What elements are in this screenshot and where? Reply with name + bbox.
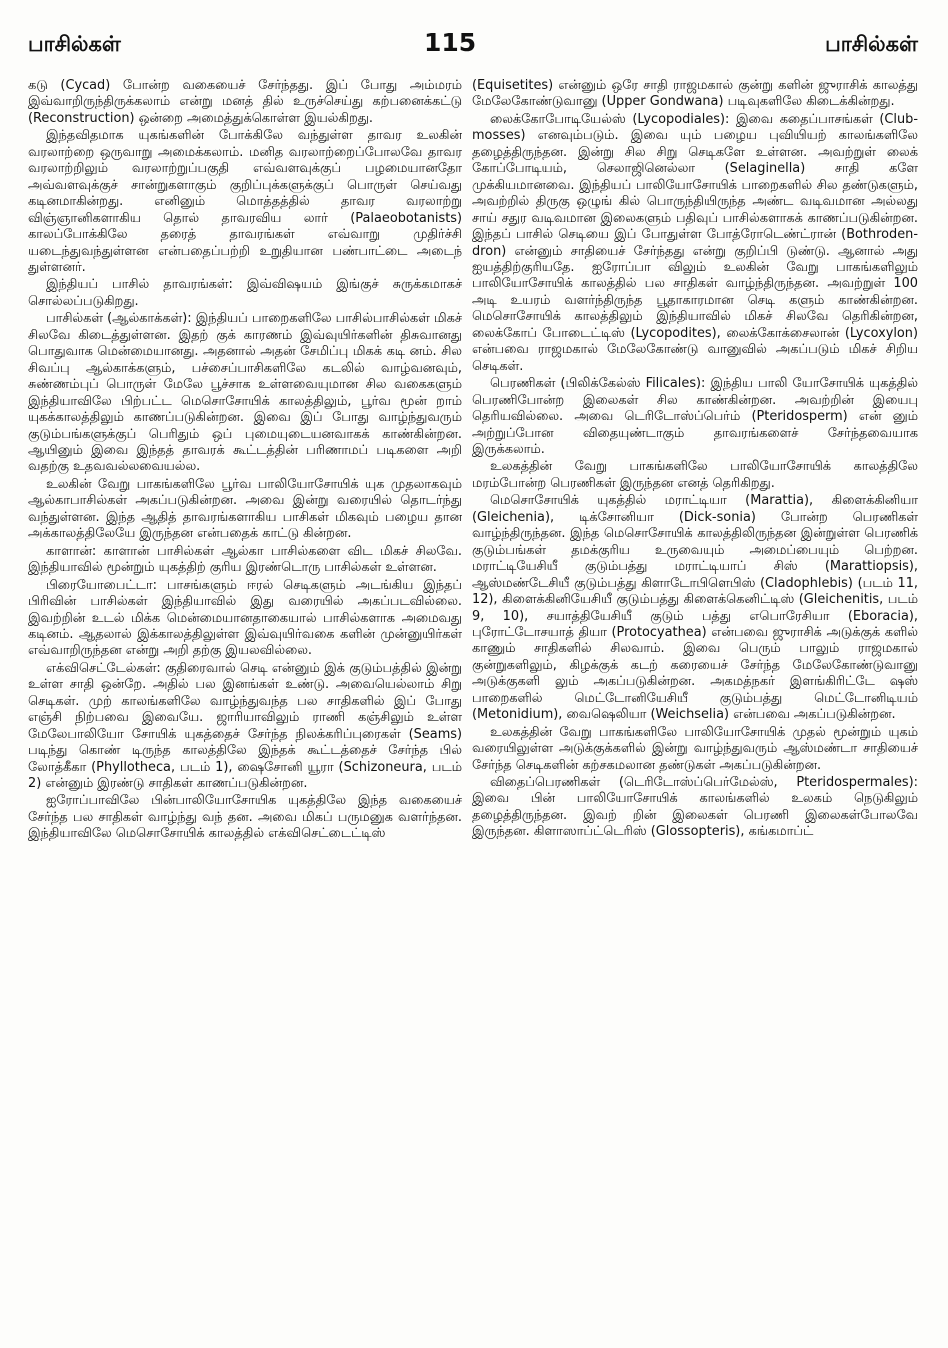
paragraph: ஐரோப்பாவிலே பின்பாலியோசோயிக யுகத்திலே இந்த வகையைச் சேர்ந்த பல சாதிகள் வாழ்ந்து வந் தன. அவை மிகப் பருமனுக வளர்ந்தன. இந்தியாவிலே மெசொசோயிக் காலத்தில் எக்விசெட்டைட்டிஸ்: [28, 793, 462, 842]
paragraph: லைக்கோபோடியேல்ஸ் (Lycopodiales): இவை கதைப்பாசங்கள் (Club-mosses) எனவும்படும். இவை யும் பழைய புவியியற் காலங்களிலே தழைத்திருந்தன. இன்று சில சிறு செடிகளே உள்ளன. அவற்றுள் லைக் கோப்போடியம், செலாஜினெல்லா (Selaginella) சாதி களே முக்கியமானவை. இந்தியப் பாலியோசோயிக் பாறைகளில் சில தண்டுகளும், அவற்றில் திருகு ஒழுங் கில் பொருந்தியிருந்த அண்ட வடிவமான அல்லது சாய் சதுர வடிவமான இலைகளும் பதிவுப் பாசில்களாகக் காணப்படுகின்றன. இந்தப் பாசில் செடியை இப் போதுள்ள போத்ரோடெண்ட்ரான் (Bothroden-dron) என்னும் சாதியைச் சேர்ந்தது என்று குறிப்பி டுண்டு. ஆனால் அது ஐயத்திற்குரியதே. ஐரோப்பா விலும் உலகின் வேறு பாகங்களிலும் பாலியோசோயிக் காலத்தில் பல சாதிகள் வாழ்ந்திருந்தன. அவற்றுள் 100 அடி உயரம் வளர்ந்திருந்த பூதாகாரமான செடி களும் காண்கின்றன. மெசொசோயிக் காலத்திலும் இந்தியாவில் மிகச் சிலவே தெரிகின்றன, லைக்கோப் போடைட்டிஸ் (Lycopodites), லைக்கோக்சைலான் (Lycoxylon) என்பவை ராஜமகால் மேலேகோண்டு வானுவில் அகப்படும் மிகச் சிறிய செடிகள்.: [472, 111, 918, 374]
running-header: [0, 30, 948, 60]
paragraph: இந்தவிதமாக யுகங்களின் போக்கிலே வந்துள்ள தாவர உலகின் வரலாற்றை ஒருவாறு அமைக்கலாம். மனித வரலாற்றைப்போலவே தாவர வரலாற்றிலும் வரலாற்றுப்பகுதி எவ்வளவுக்குப் பழமையானதோ அவ்வளவுக்குச் சான்றுகளாகும் குறிப்புக்களுக்குப் பொருள் செய்வது கடினமாகின்றது. எனினும் மொத்தத்தில் தாவர வரலாற்று விஞ்ஞானிகளாகிய தொல் தாவரவிய லார் (Palaeobotanists) காலப்போக்கிலே தரைத் தாவரங்கள் எவ்வாறு முதிர்ச்சி யடைந்துவந்துள்ளன என்பதைப்பற்றி உறுதியான பண்பாட்டை அடைந் துள்ளனர்.: [28, 128, 462, 275]
paragraph: எக்விசெட்டேல்கள்: குதிரைவால் செடி என்னும் இக் குடும்பத்தில் இன்று உள்ள சாதி ஒன்றே. அதில் பல இனங்கள் உண்டு. அவையெல்லாம் சிறு செடிகள். முற் காலங்களிலே வாழ்ந்துவந்த பல சாதிகளில் இப் போது எஞ்சி நிற்பவை இவையே. ஜாரியாவிலும் ராணி கஞ்சிலும் உள்ள மேலேபாலியோ சோயிக் யுகத்தைச் சேர்ந்த நிலக்கரிப்புரைகள் (Seams) படிந்து கொண் டிருந்த காலத்திலே இந்தக் கூட்டத்தைச் சேர்ந்த பில் லோத்கீகா (Phyllotheca, படம் 1), ஷைசோனி யூரா (Schizoneura, படம் 2) என்னும் இரண்டு சாதிகள் காணப்படுகின்றன.: [28, 660, 462, 792]
right-column: [472, 78, 918, 1340]
paragraph: (Equisetites) என்னும் ஒரே சாதி ராஜமகால் குன்று களின் ஜுராசிக் காலத்து மேலேகோண்டுவானு (Upper Gondwana) படிவுகளிலே கிடைக்கின்றது.: [472, 78, 918, 110]
paragraph: விதைப்பெரணிகள் (டெரிடோஸ்ப்பெர்மேல்ஸ், Pteridospermales): இவை பின் பாலியோசோயிக் காலங்களில் உலகம் நெடுகிலும் தழைத்திருந்தன. இவற் றின் இலைகள் பெரணி இலைகள்போலவே இருந்தன. கிளாஸாப்ட்டெரிஸ் (Glossopteris), கங்கமாப்ட்: [472, 775, 918, 840]
paragraph: பாசில்கள் (ஆல்காக்கள்): இந்தியப் பாறைகளிலே பாசில்பாசில்கள் மிகச் சிலவே கிடைத்துள்ளன. இதற் குக் காரணம் இவ்வுயிர்களின் திசுவானது பொதுவாக மென்மையானது. அதனால் அதன் சேமிப்பு மிகக் கடி னம். சில சிவப்பு ஆல்காக்களும், பச்சைப்பாசிகளிலே கடலில் வாழ்வனவும், சுண்ணம்புப் பொருள் மேலே பூச்சாக உள்ளவையுமான சில வகைகளும் இந்தியாவிலே பிற்பட்ட மெசொசோயிக் காலத்திலும், பூர்வ மூன் றாம் யுகக்காலத்திலும் காணப்படுகின்றன. இவை இப் போது வாழ்ந்துவரும் குடும்பங்களுக்குப் பெரிதும் ஒப் புமையுடையனவாகக் காண்கின்றன. ஆயினும் இவை இந்தத் தாவரக் கூட்டத்தின் பரிணாமப் படிகளை அறி வதற்கு உதவவல்லவையல்ல.: [28, 311, 462, 475]
page-number: 115: [424, 28, 477, 57]
paragraph: பிரையோபைட்டா: பாசங்களும் ஈரல் செடிகளும் அடங்கிய இந்தப் பிரிவின் பாசில்கள் இந்தியாவில் இது வரையில் அகப்படவில்லை. இவற்றின் உடல் மிக்க மென்மையானதாகையால் பாசில்களாக அமைவது கடினம். ஆதலால் இக்காலத்திலுள்ள இவ்வுயிர்வகை களின் முன்னுயிர்கள் எவ்வாறிருந்தன என்று அறி தற்கு இயலவில்லை.: [28, 577, 462, 659]
paragraph: உலகத்தின் வேறு பாகங்களிலே பாலியோசோயிக் முதல் மூன்றும் யுகம் வரையிலுள்ள அடுக்குக்களில் இன்று வாழ்ந்துவரும் ஆஸ்மண்டா சாதியைச் சேர்ந்த செடிகளின் கற்சகமலான தண்டுகள் அகப்படுகின்றன.: [472, 724, 918, 773]
paragraph: உலகத்தின் வேறு பாகங்களிலே பாலியோசோயிக் காலத்திலே மரம்போன்ற பெரணிகள் இருந்தன எனத் தெரிகிறது.: [472, 459, 918, 491]
paragraph: இந்தியப் பாசில் தாவரங்கள்: இவ்விஷயம் இங்குச் சுருக்கமாகச் சொல்லப்படுகிறது.: [28, 277, 462, 309]
paragraph: பெரணிகள் (பிலிக்கேல்ஸ் Filicales): இந்திய பாலி யோசோயிக் யுகத்தில் பெரணிபோன்ற இலைகள் சில காண்கின்றன. அவற்றின் இயைபு தெரியவில்லை. அவை டெரிடோஸ்ப்பெர்ம் (Pteridosperm) என் னும் அற்றுப்போன விதையுண்டாகும் தாவரங்களைச் சேர்ந்தவையாக இருக்கலாம்.: [472, 376, 918, 457]
paragraph: மெசொசோயிக் யுகத்தில் மராட்டியா (Marattia), கிளைக்கினியா (Gleichenia), டிக்சோனியா (Dick-sonia) போன்ற பெரணிகள் வாழ்ந்திருந்தன. இந்த மெசொசோயிக் காலத்திலிருந்தன இன்றுள்ள பெரணிக் குடும்பங்கள் தமக்குரிய உருவையும் அமைப்பையும் பெற்றன. மராட்டியேசியீ குடும்பத்து மராட்டியாப் சிஸ் (Marattiopsis), ஆஸ்மண்டேசியீ குடும்பத்து கிளாடோபிளெபிஸ் (Cladophlebis) (படம் 11, 12), கிளைக்கினியேசியீ குடும்பத்து கிளைக்கெனிட்டிஸ் (Gleichenitis, படம் 9, 10), சயாத்தியேசியீ குடும் பத்து எபொரேசியா (Eboracia), புரோட்டோசயாத் தியா (Protocyathea) என்பவை ஜுராசிக் அடுக்குக் களில் காணும் சாதிகளில் சிலவாம். இவை பெரும் பாலும் ராஜமகால் குன்றுகளிலும், கிழக்குக் கடற் கரையைச் சேர்ந்த மேலேகோண்டுவானு அடுக்குகளி லும் அகப்படுகின்றன. அகமத்நகர் இளங்கிரிட்டே ஷஸ் பாறைகளில் மெட்டோனியேசியீ குடும்பத்து மெட்டோனிடியம் (Metonidium), வைஷெலியா (Weichselia) என்பவை அகப்படுகின்றன.: [472, 493, 918, 723]
paragraph: கடு (Cycad) போன்ற வகையைச் சேர்ந்தது. இப் போது அம்மரம் இவ்வாறிருந்திருக்கலாம் என்று மனத் தில் உருச்செய்து கற்பனைக்கட்டு (Reconstruction) ஒன்றை அமைத்துக்கொள்ள இயல்கிறது.: [28, 78, 462, 126]
left-column: [28, 78, 462, 1340]
paragraph: உலகின் வேறு பாகங்களிலே பூர்வ பாலியோசோயிக் யுக முதலாகவும் ஆல்காபாசில்கள் அகப்படுகின்றன. அவை இன்று வரையில் தொடர்ந்து வந்துள்ளன. இந்த ஆதித் தாவரங்களாகிய பாசிகள் மிகவும் பழைய தான அக்காலத்திலேயே இருந்தன என்பதைக் காட்டு கின்றன.: [28, 476, 462, 542]
header-title-left: பாசில்கள்: [28, 32, 121, 56]
paragraph: காளான்: காளான் பாசில்கள் ஆல்கா பாசில்களை விட மிகச் சிலவே. இந்தியாவில் மூன்றும் யுகத்திற் குரிய இரண்டொரு பாசில்கள் உள்ளன.: [28, 543, 462, 576]
header-title-right: பாசில்கள்: [825, 32, 918, 56]
